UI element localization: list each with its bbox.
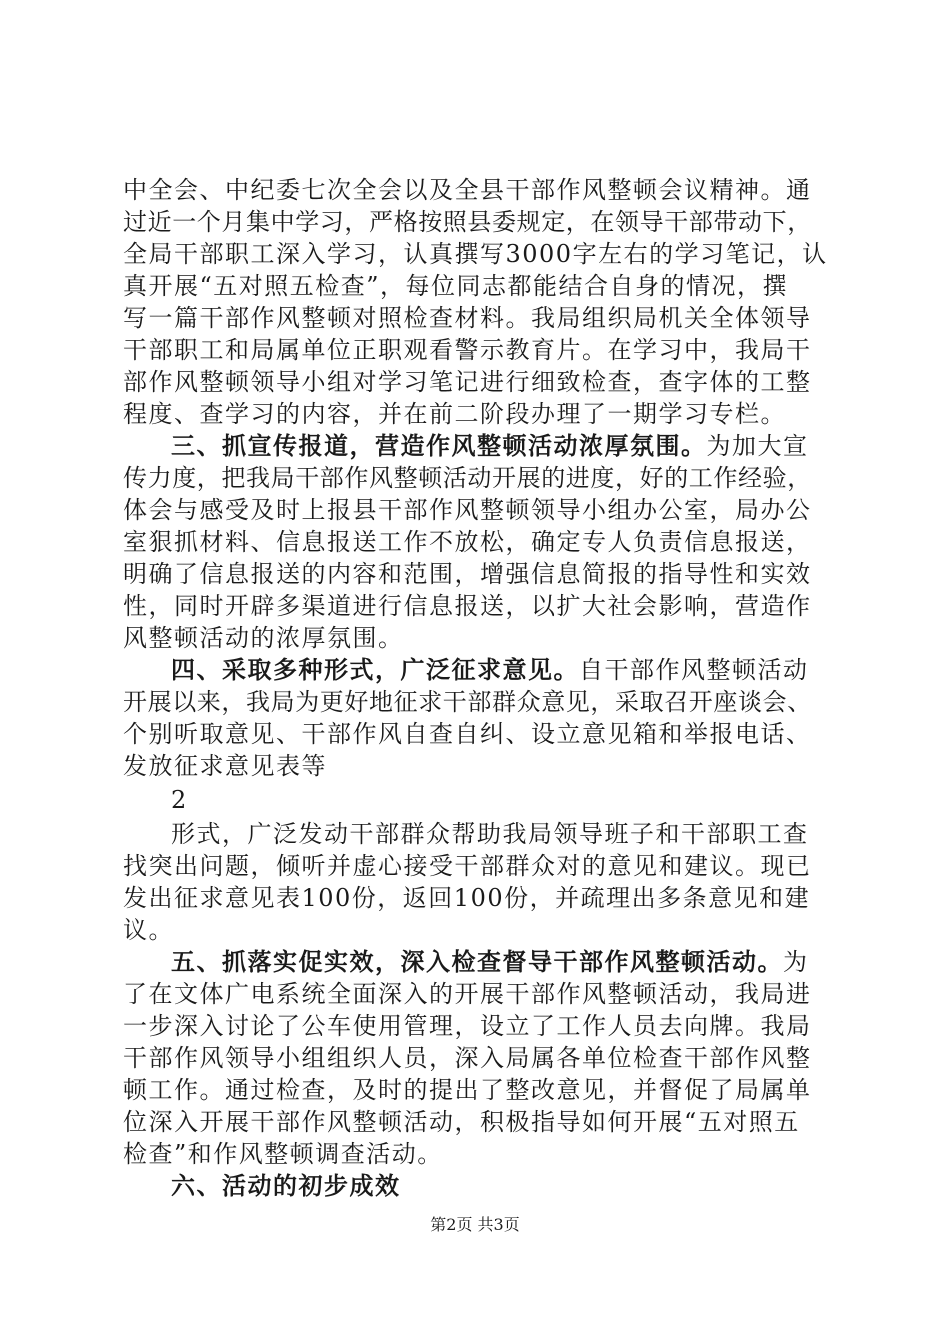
page-footer: 第2页 共3页 xyxy=(430,1215,520,1234)
text-line: 程度、查学习的内容，并在前二阶段办理了一期学习专栏。 xyxy=(123,400,786,428)
document-body xyxy=(123,174,835,1202)
text-line: 找突出问题，倾听并虚心接受干部群众对的意见和建议。现已 xyxy=(123,852,812,880)
text-line: 议。 xyxy=(123,916,174,944)
text-line: 个别听取意见、干部作风自查自纠、设立意见箱和举报电话、 xyxy=(123,720,812,748)
paragraph-section-4 xyxy=(123,654,835,782)
text-line: 检查”和作风整顿调查活动。 xyxy=(123,1140,443,1168)
text-line: 一步深入讨论了公车使用管理，设立了工作人员去向牌。我局 xyxy=(123,1012,812,1040)
section-5-heading: 五、抓落实促实效，深入检查督导干部作风整顿活动。 xyxy=(171,947,783,976)
section-4-heading: 四、采取多种形式，广泛征求意见。 xyxy=(171,655,579,684)
text-line: 体会与感受及时上报县干部作风整顿领导小组办公室，局办公 xyxy=(123,496,812,524)
text-line: 位深入开展干部作风整顿活动，积极指导如何开展“五对照五 xyxy=(123,1108,800,1136)
section-4-first-line xyxy=(123,654,835,686)
paragraph-section-5 xyxy=(123,946,835,1170)
section-3-heading: 三、抓宣传报道，营造作风整顿活动浓厚氛围。 xyxy=(171,431,707,460)
section-3-first-rest: 为加大宣 xyxy=(706,432,809,460)
text-line: 风整顿活动的浓厚氛围。 xyxy=(123,624,404,652)
section-6-heading: 六、活动的初步成效 xyxy=(171,1171,401,1200)
text-line: 部作风整顿领导小组对学习笔记进行细致检查，查字体的工整 xyxy=(123,368,812,396)
text-line: 传力度，把我局干部作风整顿活动开展的进度，好的工作经验， xyxy=(123,464,812,492)
text-line: 开展以来，我局为更好地征求干部群众意见，采取召开座谈会、 xyxy=(123,688,812,716)
text-line: 过近一个月集中学习，严格按照县委规定，在领导干部带动下， xyxy=(123,208,812,236)
text-line: 性，同时开辟多渠道进行信息报送，以扩大社会影响，营造作 xyxy=(123,592,812,620)
text-line: 写一篇干部作风整顿对照检查材料。我局组织局机关全体领导 xyxy=(123,304,812,332)
section-5-first-rest: 为 xyxy=(783,948,809,976)
text-line: 中全会、中纪委七次全会以及全县干部作风整顿会议精神。通 xyxy=(123,176,812,204)
section-4-first-rest: 自干部作风整顿活动 xyxy=(579,656,809,684)
text-line: 真开展“五对照五检查”，每位同志都能结合自身的情况，撰 xyxy=(123,272,789,300)
text-line: 顿工作。通过检查，及时的提出了整改意见，并督促了局属单 xyxy=(123,1076,812,1104)
paragraph-section-6 xyxy=(123,1170,835,1202)
text-line: 发放征求意见表等 xyxy=(123,752,327,780)
text-line: 干部职工和局属单位正职观看警示教育片。在学习中，我局干 xyxy=(123,336,812,364)
text-line: 形式，广泛发动干部群众帮助我局领导班子和干部职工查 xyxy=(171,820,809,848)
text-line: 室狠抓材料、信息报送工作不放松，确定专人负责信息报送， xyxy=(123,528,812,556)
text-line: 干部作风领导小组组织人员，深入局属各单位检查干部作风整 xyxy=(123,1044,812,1072)
paragraph-study xyxy=(123,174,835,430)
text-line: 了在文体广电系统全面深入的开展干部作风整顿活动，我局进 xyxy=(123,980,812,1008)
section-5-first-line xyxy=(123,946,835,978)
text-line: 明确了信息报送的内容和范围，增强信息简报的指导性和实效 xyxy=(123,560,812,588)
paragraph-section-3 xyxy=(123,430,835,654)
paragraph-continuation xyxy=(123,818,835,946)
text-line: 发出征求意见表100份，返回100份，并疏理出多条意见和建 xyxy=(123,884,811,912)
inline-page-number: 2 xyxy=(171,786,187,814)
text-line: 全局干部职工深入学习，认真撰写3000字左右的学习笔记，认 xyxy=(123,240,828,268)
section-3-first-line xyxy=(123,430,835,462)
